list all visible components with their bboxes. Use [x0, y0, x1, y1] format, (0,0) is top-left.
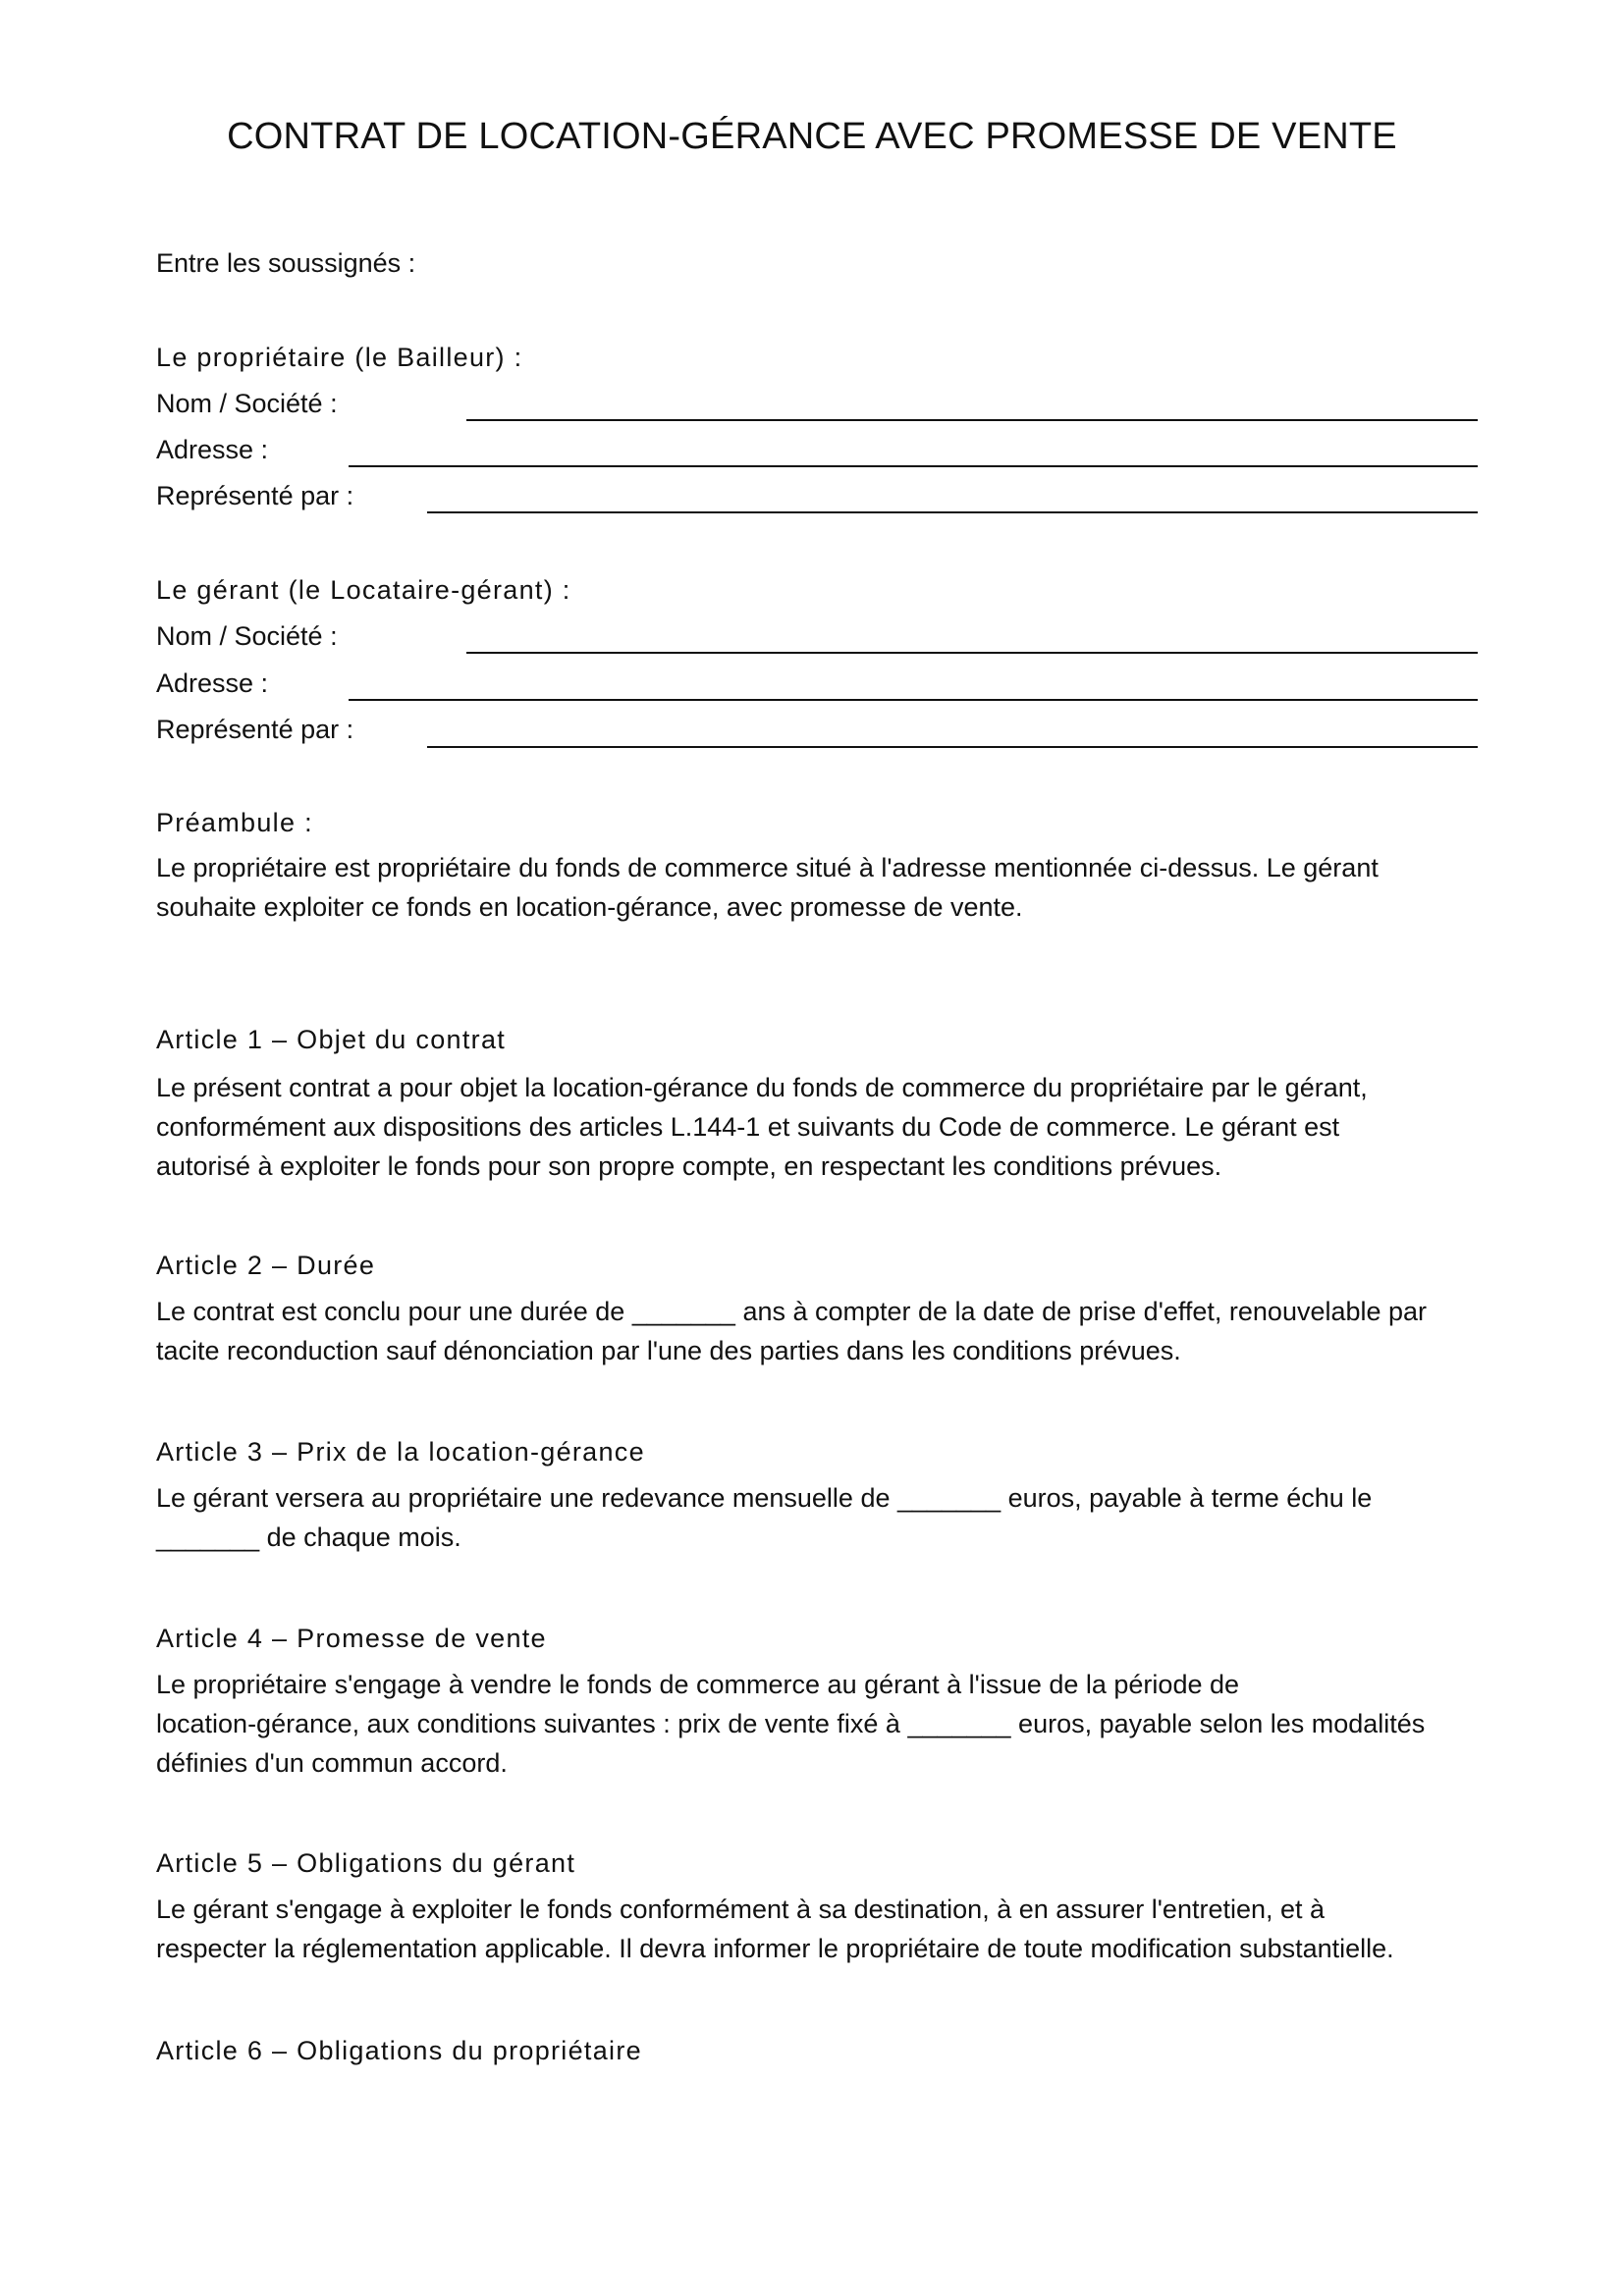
preambule-text [156, 848, 1491, 927]
gerant-address-label: Adresse : [156, 668, 269, 698]
gerant-heading: Le gérant (le Locataire-gérant) : [156, 575, 571, 605]
gerant-rep-label: Représenté par : [156, 715, 354, 744]
article-1-text [156, 1068, 1491, 1186]
bailleur-rep-field[interactable] [427, 511, 1478, 513]
bailleur-address-field[interactable] [349, 465, 1478, 467]
article-1-line: autorisé à exploiter le fonds pour son propre compte, en respectant les conditions prévues. [156, 1151, 1222, 1181]
article-5-heading: Article 5 – Obligations du gérant [156, 1848, 576, 1878]
gerant-rep-field[interactable] [427, 746, 1478, 748]
article-1-line: Le présent contrat a pour objet la location-gérance du fonds de commerce du propriétaire par le gérant, [156, 1073, 1368, 1102]
intro-text: Entre les soussignés : [156, 248, 416, 278]
gerant-name-label: Nom / Société : [156, 621, 338, 651]
article-1-heading: Article 1 – Objet du contrat [156, 1025, 507, 1054]
article-3-heading: Article 3 – Prix de la location-gérance [156, 1437, 645, 1467]
article-4-line: définies d'un commun accord. [156, 1748, 508, 1778]
bailleur-name-field[interactable] [466, 419, 1478, 421]
article-3-line: Le gérant versera au propriétaire une redevance mensuelle de _______ euros, payable à terme échu le [156, 1483, 1373, 1513]
article-5-text [156, 1890, 1491, 1968]
article-3-text [156, 1478, 1491, 1557]
article-5-line: Le gérant s'engage à exploiter le fonds conformément à sa destination, à en assurer l'entretien, et à [156, 1895, 1326, 1924]
document-title: CONTRAT DE LOCATION-GÉRANCE AVEC PROMESSE DE VENTE [227, 116, 1397, 157]
article-5-line: respecter la réglementation applicable. Il devra informer le propriétaire de toute modification substantielle. [156, 1934, 1394, 1963]
article-4-line: location-gérance, aux conditions suivantes : prix de vente fixé à _______ euros, payable selon les modalités [156, 1709, 1426, 1738]
gerant-address-field[interactable] [349, 699, 1478, 701]
article-3-line: _______ de chaque mois. [156, 1522, 461, 1552]
article-2-line: tacite reconduction sauf dénonciation par l'une des parties dans les conditions prévues. [156, 1336, 1181, 1365]
gerant-name-field[interactable] [466, 652, 1478, 654]
article-2-text [156, 1292, 1491, 1370]
article-2-heading: Article 2 – Durée [156, 1251, 376, 1280]
article-4-text [156, 1665, 1491, 1783]
bailleur-name-label: Nom / Société : [156, 389, 338, 418]
article-4-line: Le propriétaire s'engage à vendre le fonds de commerce au gérant à l'issue de la période de [156, 1670, 1240, 1699]
article-4-heading: Article 4 – Promesse de vente [156, 1624, 547, 1653]
article-1-line: conformément aux dispositions des articles L.144-1 et suivants du Code de commerce. Le gérant est [156, 1112, 1340, 1142]
bailleur-rep-label: Représenté par : [156, 481, 354, 510]
preambule-heading: Préambule : [156, 808, 313, 837]
preambule-line: Le propriétaire est propriétaire du fonds de commerce situé à l'adresse mentionnée ci-dessus. Le gérant [156, 853, 1379, 882]
article-2-line: Le contrat est conclu pour une durée de _______ ans à compter de la date de prise d'effet, renouvelable par [156, 1297, 1428, 1326]
bailleur-address-label: Adresse : [156, 435, 269, 464]
article-6-heading: Article 6 – Obligations du propriétaire [156, 2036, 642, 2065]
preambule-line: souhaite exploiter ce fonds en location-gérance, avec promesse de vente. [156, 892, 1023, 922]
bailleur-heading: Le propriétaire (le Bailleur) : [156, 343, 523, 372]
